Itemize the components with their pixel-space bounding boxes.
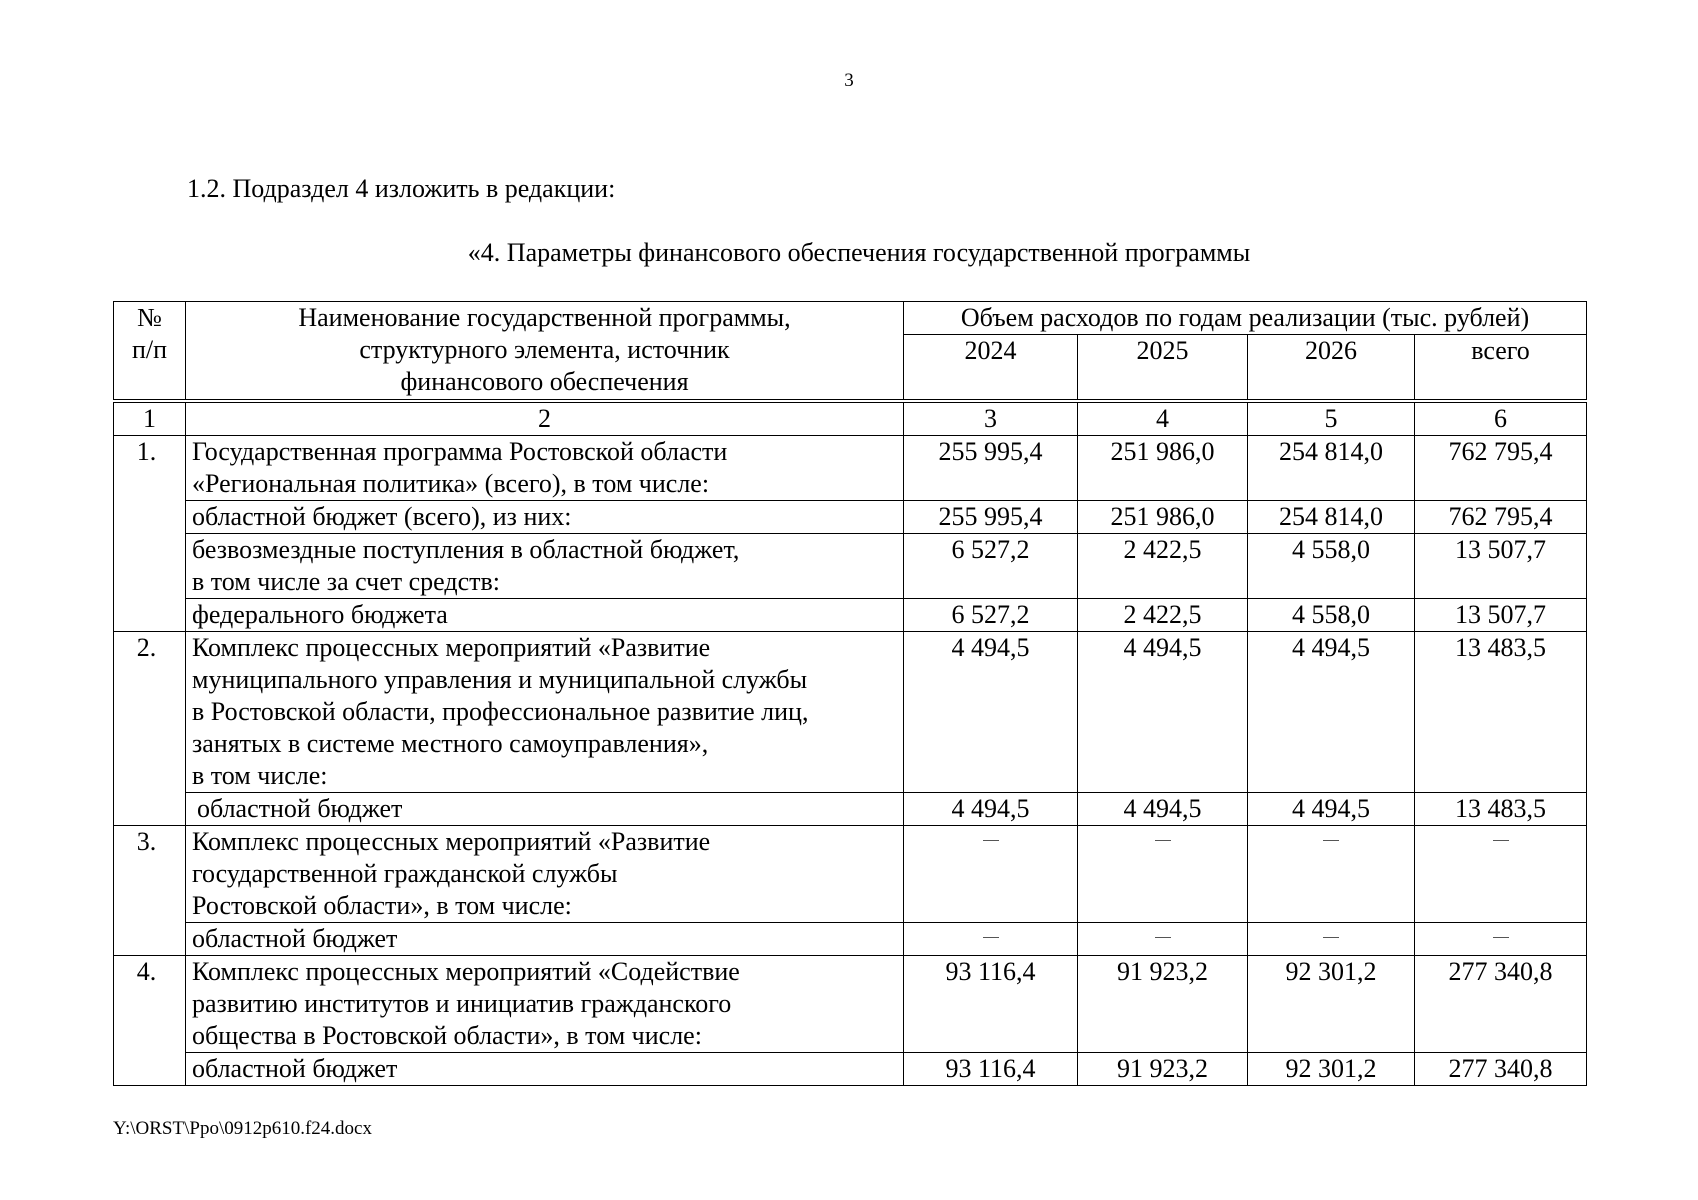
item-name-line: общества в Ростовской области», в том числе: bbox=[192, 1021, 702, 1050]
item-name-line: «Региональная политика» (всего), в том числе: bbox=[192, 469, 710, 498]
item-name-line: муниципального управления и муниципальной службы bbox=[192, 665, 808, 694]
table-row bbox=[114, 534, 1587, 599]
item-name-line: областной бюджет (всего), из них: bbox=[192, 502, 572, 531]
value-cell: 4 494,5 bbox=[1078, 793, 1248, 826]
dash-mark bbox=[1155, 937, 1171, 938]
item-name-line: в том числе за счет средств: bbox=[192, 567, 500, 596]
item-name-line: Государственная программа Ростовской области bbox=[192, 437, 728, 466]
item-name-line: занятых в системе местного самоуправления», bbox=[192, 729, 709, 758]
header-name-line: структурного элемента, источник bbox=[359, 335, 730, 364]
value-cell: 13 507,7 bbox=[1415, 599, 1587, 632]
header-year-2024: 2024 bbox=[904, 335, 1078, 402]
value-cell: 255 995,4 bbox=[904, 436, 1078, 501]
item-name-line: Ростовской области», в том числе: bbox=[192, 891, 572, 920]
header-total: всего bbox=[1415, 335, 1587, 402]
row-number-cell: 1. bbox=[114, 436, 186, 632]
table-row bbox=[114, 436, 1587, 501]
header-name-line: Наименование государственной программы, bbox=[298, 303, 791, 332]
item-name-line: Комплекс процессных мероприятий «Содействие bbox=[192, 957, 740, 986]
value-cell: 762 795,4 bbox=[1415, 501, 1587, 534]
item-name-cell bbox=[186, 793, 904, 826]
value-cell: 4 494,5 bbox=[904, 793, 1078, 826]
item-name-line: в том числе: bbox=[192, 761, 328, 790]
item-name-cell bbox=[186, 1053, 904, 1086]
value-cell: 13 507,7 bbox=[1415, 534, 1587, 599]
row-number-cell: 2. bbox=[114, 632, 186, 826]
page-number: 3 bbox=[844, 70, 854, 91]
header-name-cell bbox=[186, 302, 904, 402]
item-name-cell bbox=[186, 826, 904, 923]
value-cell-empty bbox=[1248, 826, 1415, 923]
header-num-line: п/п bbox=[131, 335, 168, 364]
header-name-line: финансового обеспечения bbox=[400, 367, 689, 396]
dash-mark bbox=[1155, 840, 1171, 841]
item-name-cell bbox=[186, 501, 904, 534]
column-number: 5 bbox=[1248, 401, 1415, 436]
table-row bbox=[114, 826, 1587, 923]
column-number: 4 bbox=[1078, 401, 1248, 436]
header-year-2026: 2026 bbox=[1248, 335, 1415, 402]
dash-mark bbox=[983, 937, 999, 938]
value-cell: 4 494,5 bbox=[1248, 632, 1415, 793]
dash-mark bbox=[983, 840, 999, 841]
item-name-line: развитию институтов и инициатив гражданского bbox=[192, 989, 732, 1018]
column-number: 1 bbox=[114, 401, 186, 436]
value-cell: 255 995,4 bbox=[904, 501, 1078, 534]
value-cell: 762 795,4 bbox=[1415, 436, 1587, 501]
item-name-line: областной бюджет bbox=[197, 794, 403, 823]
value-cell: 254 814,0 bbox=[1248, 436, 1415, 501]
value-cell: 93 116,4 bbox=[904, 1053, 1078, 1086]
value-cell-empty bbox=[1078, 923, 1248, 956]
value-cell-empty bbox=[1248, 923, 1415, 956]
item-name-cell bbox=[186, 599, 904, 632]
value-cell: 92 301,2 bbox=[1248, 956, 1415, 1053]
value-cell-empty bbox=[1078, 826, 1248, 923]
table-row bbox=[114, 501, 1587, 534]
column-number-row bbox=[114, 401, 1587, 436]
table-row bbox=[114, 1053, 1587, 1086]
item-name-line: Комплекс процессных мероприятий «Развитие bbox=[192, 827, 711, 856]
item-name-line: Комплекс процессных мероприятий «Развитие bbox=[192, 633, 711, 662]
amendment-instruction: 1.2. Подраздел 4 изложить в редакции: bbox=[187, 174, 616, 203]
value-cell: 4 494,5 bbox=[904, 632, 1078, 793]
item-name-cell bbox=[186, 534, 904, 599]
section-title: «4. Параметры финансового обеспечения государственной программы bbox=[467, 238, 1251, 267]
value-cell: 4 558,0 bbox=[1248, 534, 1415, 599]
item-name-line: в Ростовской области, профессиональное развитие лиц, bbox=[192, 697, 809, 726]
dash-mark bbox=[1493, 937, 1509, 938]
value-cell: 13 483,5 bbox=[1415, 793, 1587, 826]
value-cell: 91 923,2 bbox=[1078, 1053, 1248, 1086]
row-number-cell: 4. bbox=[114, 956, 186, 1086]
item-name-cell bbox=[186, 632, 904, 793]
table-row bbox=[114, 923, 1587, 956]
header-num-cell bbox=[114, 302, 186, 402]
value-cell: 93 116,4 bbox=[904, 956, 1078, 1053]
value-cell: 91 923,2 bbox=[1078, 956, 1248, 1053]
value-cell-empty bbox=[1415, 923, 1587, 956]
value-cell: 277 340,8 bbox=[1415, 956, 1587, 1053]
table-row bbox=[114, 632, 1587, 793]
item-name-line: федерального бюджета bbox=[192, 600, 448, 629]
item-name-line: государственной гражданской службы bbox=[192, 859, 618, 888]
item-name-line: областной бюджет bbox=[192, 1054, 398, 1083]
value-cell: 277 340,8 bbox=[1415, 1053, 1587, 1086]
item-name-cell bbox=[186, 436, 904, 501]
value-cell: 13 483,5 bbox=[1415, 632, 1587, 793]
dash-mark bbox=[1493, 840, 1509, 841]
value-cell: 251 986,0 bbox=[1078, 501, 1248, 534]
value-cell: 4 494,5 bbox=[1248, 793, 1415, 826]
dash-mark bbox=[1323, 937, 1339, 938]
column-number: 2 bbox=[186, 401, 904, 436]
item-name-line: безвозмездные поступления в областной бюджет, bbox=[192, 535, 740, 564]
table-row bbox=[114, 956, 1587, 1053]
value-cell-empty bbox=[1415, 826, 1587, 923]
item-name-line: областной бюджет bbox=[192, 924, 398, 953]
column-number: 6 bbox=[1415, 401, 1587, 436]
value-cell: 2 422,5 bbox=[1078, 534, 1248, 599]
value-cell: 4 494,5 bbox=[1078, 632, 1248, 793]
header-num-line: № bbox=[137, 303, 162, 332]
value-cell: 251 986,0 bbox=[1078, 436, 1248, 501]
value-cell-empty bbox=[904, 923, 1078, 956]
item-name-cell bbox=[186, 923, 904, 956]
table-row bbox=[114, 599, 1587, 632]
financing-table bbox=[113, 301, 1587, 1086]
value-cell: 92 301,2 bbox=[1248, 1053, 1415, 1086]
value-cell: 4 558,0 bbox=[1248, 599, 1415, 632]
value-cell: 2 422,5 bbox=[1078, 599, 1248, 632]
table-row bbox=[114, 793, 1587, 826]
header-volume-group: Объем расходов по годам реализации (тыс. рублей) bbox=[904, 302, 1587, 335]
header-year-2025: 2025 bbox=[1078, 335, 1248, 402]
dash-mark bbox=[1323, 840, 1339, 841]
file-path-footer: Y:\ORST\Ppo\0912p610.f24.docx bbox=[113, 1118, 372, 1139]
row-number-cell: 3. bbox=[114, 826, 186, 956]
value-cell: 6 527,2 bbox=[904, 534, 1078, 599]
value-cell-empty bbox=[904, 826, 1078, 923]
value-cell: 254 814,0 bbox=[1248, 501, 1415, 534]
table-header-row bbox=[114, 302, 1587, 335]
column-number: 3 bbox=[904, 401, 1078, 436]
value-cell: 6 527,2 bbox=[904, 599, 1078, 632]
item-name-cell bbox=[186, 956, 904, 1053]
